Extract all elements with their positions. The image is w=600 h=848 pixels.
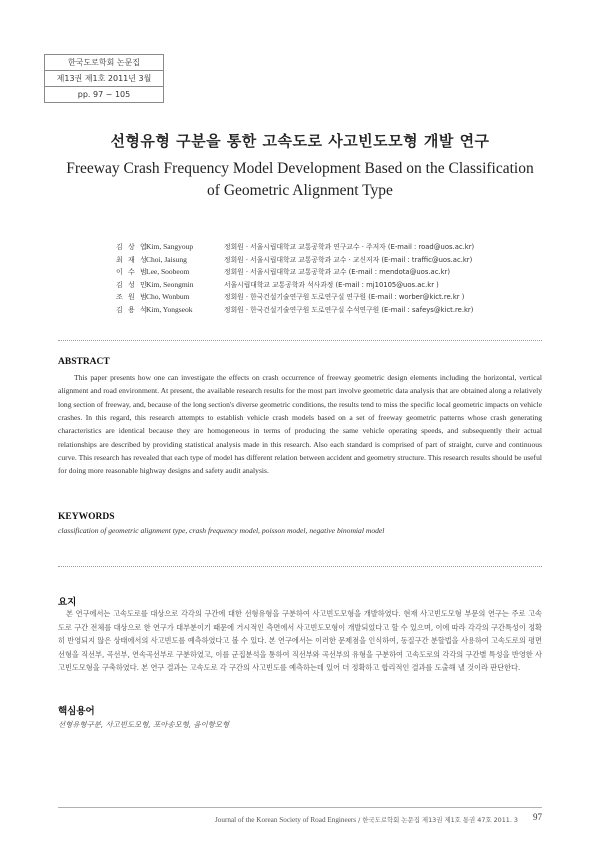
keywords-ko-text: 선형유형구분, 사고빈도모형, 포아송모형, 음이항모형 (58, 720, 230, 729)
abstract-text: This paper presents how one can investigate the effects on crash occurrence of freeway geometric design elements including the horizontal, vertical alignment and road environment. At present, the available research results for the most part involve geometric data analysis that are obtained along a relatively long section of freeway, and, because of the long section's diverse geometric conditions, the results tend to miss the specific local geometric impacts on vehicle crashes. In this regard, this research attempts to establish vehicle crash models based on a set of freeway geometric patterns whose crash generating characteristics are identical because they are homogeneous in terms of producing the same vehicle operating speeds, and subsequently their actual relationships are described by providing statistical analysis made in this research. Also each standard is comprised of part of straight, curve and continuous curve. This research has revealed that each type of model has different relation between accident and geometry structure. This research results should be useful for doing more reasonable highway designs and safety audit analysis. (58, 373, 542, 476)
author-row (116, 279, 556, 292)
author-affiliation: 정회원 · 서울시립대학교 교통공학과 교수 (E-mail : mendota@uos.ac.kr) (224, 268, 450, 276)
page-number: 97 (533, 812, 542, 822)
footer-journal-ko: / 한국도로학회 논문집 제13권 제1호 통권 47호 2011. 3 (356, 816, 518, 824)
author-name-ko: 최 재 성 (116, 255, 149, 264)
footer-journal-en: Journal of the Korean Society of Road Engineers (214, 816, 357, 824)
author-affiliation: 정회원 · 한국건설기술연구원 도로연구실 수석연구원 (E-mail : safeys@kict.re.kr) (224, 305, 474, 314)
author-name-ko: 이 수 범 (116, 268, 149, 276)
section-divider (58, 566, 542, 567)
journal-name: 한국도로학회 논문집 (45, 55, 163, 71)
title-english: Freeway Crash Frequency Model Development Based on the Classification of Geometric Alignment Type (66, 160, 534, 199)
keywords-heading: KEYWORDS (58, 512, 115, 522)
author-list (116, 241, 556, 316)
author-name-ko: 조 원 범 (116, 293, 149, 301)
footer-rule (58, 807, 542, 808)
author-name-en: Kim, Sangyoup (146, 242, 194, 251)
author-name-en: Cho, Wonbum (146, 292, 190, 301)
publication-info-box (44, 54, 164, 103)
keywords-ko-heading: 핵심용어 (58, 706, 95, 717)
author-name-en: Kim, Seongmin (146, 279, 194, 289)
footer-journal-info (58, 815, 518, 824)
author-row (116, 266, 556, 279)
author-name-ko: 김 성 민 (116, 280, 149, 289)
author-affiliation: 정회원 · 한국건설기술연구원 도로연구실 연구원 (E-mail : worber@kict.re.kr ) (224, 293, 465, 301)
keywords-text: classification of geometric alignment type, crash frequency model, poisson model, negative binomial model (58, 526, 385, 535)
author-affiliation: 서울시립대학교 교통공학과 석사과정 (E-mail : mj10105@uos.ac.kr ) (224, 280, 439, 289)
section-divider (58, 340, 542, 341)
author-name-en: Lee, Soobeom (146, 267, 190, 276)
page-range: pp. 97 ~ 105 (77, 90, 131, 99)
summary-heading: 요지 (58, 597, 77, 608)
author-affiliation: 정회원 · 서울시립대학교 교통공학과 교수 · 교신저자 (E-mail : traffic@uos.ac.kr) (224, 255, 473, 264)
author-name-ko: 김 상 엽 (116, 243, 149, 251)
author-name-en: Kim, Yongseok (146, 304, 193, 314)
summary-text: 본 연구에서는 고속도로를 대상으로 각각의 구간에 대한 선형유형을 구분하여 사고빈도모형을 개발하였다. 현재 사고빈도모형 부문의 연구는 주로 고속도로 구간 전체를 대상으로 한 연구가 대부분이기 때문에 거시적인 측면에서 사고빈도모형이 개발되었다고 할 수 있으며, 이에 따라 각각의 구간특성이 정확히 반영되지 않은 상태에서의 사고빈도를 예측하였다고 볼 수 있다. 본 연구에서는 이러한 문제점을 인식하여, 동질구간 분할법을 사용하여 고속도로의 평면선형을 직선부, 곡선부, 연속곡선부로 구분하였고, 이를 군집분석을 통하여 직선부와 곡선부의 유형을 구분하여 고속도로의 각각의 구간별 특성을 반영한 사고빈도모형을 구축하였다. 본 연구 결과는 고속도로 각 구간의 사고빈도를 예측하는데 있어 더 정확하고 합리적인 결과를 도출해 낼 것이라 판단한다. (58, 609, 542, 672)
author-name-ko: 김 용 석 (116, 305, 149, 314)
author-row (116, 291, 556, 304)
abstract-heading: ABSTRACT (58, 357, 110, 367)
author-name-en: Choi, Jaisung (146, 254, 187, 264)
title-korean: 선형유형 구분을 통한 고속도로 사고빈도모형 개발 연구 (110, 132, 490, 150)
author-row (116, 241, 556, 254)
author-row (116, 254, 556, 267)
author-row (116, 304, 556, 317)
volume-issue: 제13권 제1호 2011년 3월 (45, 71, 163, 87)
author-affiliation: 정회원 · 서울시립대학교 교통공학과 연구교수 · 주저자 (E-mail : road@uos.ac.kr) (224, 243, 475, 251)
